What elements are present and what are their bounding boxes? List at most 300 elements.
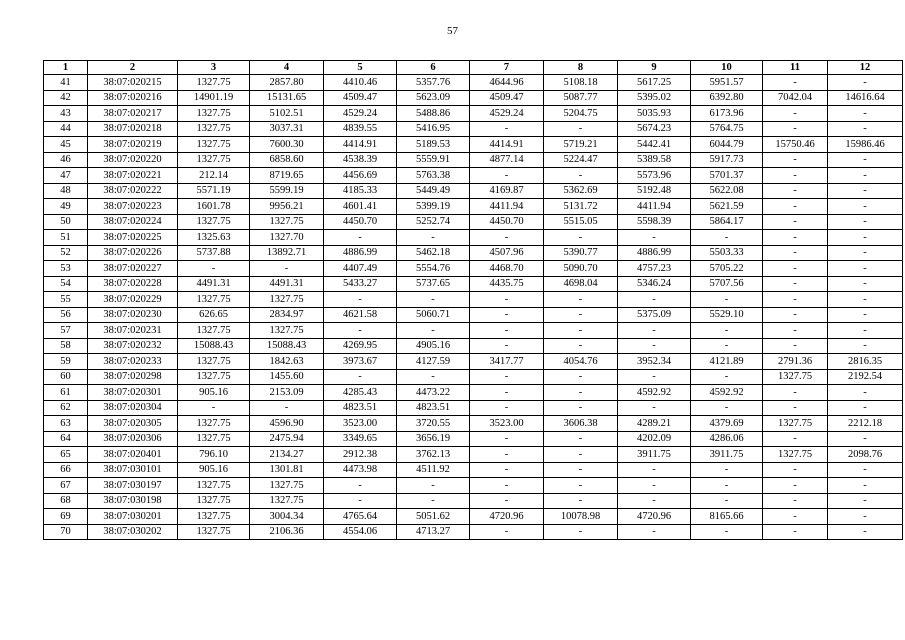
table-cell: 4905.16 xyxy=(397,338,470,354)
table-cell: 4839.55 xyxy=(324,121,397,137)
table-cell: 5051.62 xyxy=(397,509,470,525)
table-cell: 42 xyxy=(44,90,88,106)
table-cell: 5515.05 xyxy=(544,214,618,230)
table-cell: 60 xyxy=(44,369,88,385)
table-cell: - xyxy=(763,323,828,339)
table-row xyxy=(44,447,903,463)
table-cell: - xyxy=(178,400,250,416)
table-cell: 4286.06 xyxy=(691,431,763,447)
table-cell: - xyxy=(470,168,544,184)
table-cell: 52 xyxy=(44,245,88,261)
table-cell: - xyxy=(397,292,470,308)
table-cell: 38:07:020401 xyxy=(88,447,178,463)
table-cell: - xyxy=(397,230,470,246)
table-cell: - xyxy=(618,230,691,246)
table-cell: 5108.18 xyxy=(544,75,618,91)
table-cell: 5571.19 xyxy=(178,183,250,199)
table-cell: 49 xyxy=(44,199,88,215)
table-cell: 5087.77 xyxy=(544,90,618,106)
table-cell: 4379.69 xyxy=(691,416,763,432)
table-cell: 4473.98 xyxy=(324,462,397,478)
table-cell: 7042.04 xyxy=(763,90,828,106)
table-cell: - xyxy=(324,369,397,385)
table-cell: - xyxy=(828,168,903,184)
table-row xyxy=(44,338,903,354)
table-cell: 5599.19 xyxy=(250,183,324,199)
table-cell: 5090.70 xyxy=(544,261,618,277)
table-cell: 65 xyxy=(44,447,88,463)
table-cell: 4414.91 xyxy=(324,137,397,153)
table-row xyxy=(44,245,903,261)
table-cell: 54 xyxy=(44,276,88,292)
table-cell: 5707.56 xyxy=(691,276,763,292)
table-cell: 68 xyxy=(44,493,88,509)
table-cell: 4450.70 xyxy=(470,214,544,230)
table-cell: 38:07:020221 xyxy=(88,168,178,184)
table-cell: 1601.78 xyxy=(178,199,250,215)
table-cell: - xyxy=(544,447,618,463)
table-cell: - xyxy=(828,230,903,246)
table-cell: 38:07:030198 xyxy=(88,493,178,509)
table-cell: 4886.99 xyxy=(618,245,691,261)
table-cell: 5529.10 xyxy=(691,307,763,323)
table-cell: 5395.02 xyxy=(618,90,691,106)
table-cell: 38:07:030197 xyxy=(88,478,178,494)
table-cell: 59 xyxy=(44,354,88,370)
table-row xyxy=(44,137,903,153)
table-cell: 5503.33 xyxy=(691,245,763,261)
table-cell: 6392.80 xyxy=(691,90,763,106)
table-cell: 2098.76 xyxy=(828,447,903,463)
table-cell: 3606.38 xyxy=(544,416,618,432)
table-cell: 5674.23 xyxy=(618,121,691,137)
table-cell: 5462.18 xyxy=(397,245,470,261)
column-header: 2 xyxy=(88,61,178,75)
table-cell: 1327.75 xyxy=(178,152,250,168)
table-cell: - xyxy=(470,478,544,494)
table-cell: 38:07:020218 xyxy=(88,121,178,137)
column-header: 12 xyxy=(828,61,903,75)
table-cell: 38:07:020219 xyxy=(88,137,178,153)
table-cell: - xyxy=(828,478,903,494)
table-cell: 1327.75 xyxy=(178,106,250,122)
table-row xyxy=(44,292,903,308)
table-cell: 3762.13 xyxy=(397,447,470,463)
table-cell: 3656.19 xyxy=(397,431,470,447)
table-cell: 2834.97 xyxy=(250,307,324,323)
table-cell: 38:07:020225 xyxy=(88,230,178,246)
table-cell: 4720.96 xyxy=(470,509,544,525)
table-row xyxy=(44,385,903,401)
table-cell: 3417.77 xyxy=(470,354,544,370)
table-cell: 4511.92 xyxy=(397,462,470,478)
table-cell: 4621.58 xyxy=(324,307,397,323)
table-cell: - xyxy=(828,121,903,137)
table-cell: - xyxy=(828,385,903,401)
table-cell: 5763.38 xyxy=(397,168,470,184)
table-cell: 4407.49 xyxy=(324,261,397,277)
table-cell: 4414.91 xyxy=(470,137,544,153)
table-cell: 4765.64 xyxy=(324,509,397,525)
table-cell: 2106.36 xyxy=(250,524,324,540)
table-cell: - xyxy=(470,338,544,354)
column-header: 3 xyxy=(178,61,250,75)
table-cell: - xyxy=(544,323,618,339)
table-row xyxy=(44,509,903,525)
table-cell: 8719.65 xyxy=(250,168,324,184)
table-cell: - xyxy=(691,338,763,354)
table-cell: - xyxy=(828,338,903,354)
column-header: 10 xyxy=(691,61,763,75)
table-cell: - xyxy=(618,400,691,416)
table-cell: - xyxy=(691,493,763,509)
table-row xyxy=(44,199,903,215)
table-cell: 3004.34 xyxy=(250,509,324,525)
table-cell: - xyxy=(470,307,544,323)
table-cell: 1327.75 xyxy=(250,493,324,509)
column-header: 8 xyxy=(544,61,618,75)
table-cell: 4456.69 xyxy=(324,168,397,184)
table-cell: - xyxy=(828,431,903,447)
table-cell: - xyxy=(618,369,691,385)
table-cell: 5189.53 xyxy=(397,137,470,153)
table-cell: 38:07:020216 xyxy=(88,90,178,106)
table-cell: 38:07:020304 xyxy=(88,400,178,416)
table-cell: 626.65 xyxy=(178,307,250,323)
table-cell: 7600.30 xyxy=(250,137,324,153)
table-cell: - xyxy=(618,493,691,509)
table-cell: 4491.31 xyxy=(250,276,324,292)
table-cell: 1325.63 xyxy=(178,230,250,246)
table-cell: - xyxy=(544,121,618,137)
table-cell: 1327.75 xyxy=(250,478,324,494)
table-cell: 15088.43 xyxy=(250,338,324,354)
table-cell: 38:07:020224 xyxy=(88,214,178,230)
table-cell: 1327.75 xyxy=(178,121,250,137)
table-row xyxy=(44,493,903,509)
table-cell: 5102.51 xyxy=(250,106,324,122)
table-cell: - xyxy=(544,524,618,540)
table-cell: - xyxy=(828,323,903,339)
table-cell: 5554.76 xyxy=(397,261,470,277)
table-cell: - xyxy=(763,509,828,525)
table-cell: 38:07:020223 xyxy=(88,199,178,215)
table-cell: 5559.91 xyxy=(397,152,470,168)
table-cell: 8165.66 xyxy=(691,509,763,525)
table-cell: 1842.63 xyxy=(250,354,324,370)
column-header: 6 xyxy=(397,61,470,75)
table-cell: 4592.92 xyxy=(691,385,763,401)
table-cell: 38:07:020232 xyxy=(88,338,178,354)
table-cell: 4877.14 xyxy=(470,152,544,168)
table-cell: 5598.39 xyxy=(618,214,691,230)
table-cell: - xyxy=(618,292,691,308)
table-cell: 38:07:020305 xyxy=(88,416,178,432)
table-cell: 15986.46 xyxy=(828,137,903,153)
table-cell: - xyxy=(828,307,903,323)
table-cell: 38:07:020222 xyxy=(88,183,178,199)
table-cell: - xyxy=(324,493,397,509)
table-cell: 38:07:020228 xyxy=(88,276,178,292)
table-cell: - xyxy=(470,447,544,463)
table-cell: - xyxy=(618,462,691,478)
table-cell: 5701.37 xyxy=(691,168,763,184)
column-header: 7 xyxy=(470,61,544,75)
table-cell: - xyxy=(618,478,691,494)
table-cell: - xyxy=(544,431,618,447)
table-cell: - xyxy=(763,214,828,230)
table-cell: 2791.36 xyxy=(763,354,828,370)
table-cell: 1327.75 xyxy=(763,369,828,385)
table-cell: - xyxy=(250,261,324,277)
table-row xyxy=(44,431,903,447)
table-cell: 5622.08 xyxy=(691,183,763,199)
table-cell: - xyxy=(763,245,828,261)
table-cell: - xyxy=(763,121,828,137)
table-cell: - xyxy=(470,292,544,308)
table-body xyxy=(44,75,903,540)
table-cell: 905.16 xyxy=(178,385,250,401)
table-cell: 41 xyxy=(44,75,88,91)
table-cell: - xyxy=(763,75,828,91)
table-cell: 1327.75 xyxy=(178,431,250,447)
table-cell: - xyxy=(828,493,903,509)
table-cell: 58 xyxy=(44,338,88,354)
table-cell: - xyxy=(618,323,691,339)
table-cell: 3523.00 xyxy=(470,416,544,432)
table-cell: - xyxy=(763,230,828,246)
table-cell: 4592.92 xyxy=(618,385,691,401)
table-cell: 5864.17 xyxy=(691,214,763,230)
table-cell: - xyxy=(763,493,828,509)
table-cell: 4529.24 xyxy=(324,106,397,122)
table-cell: - xyxy=(763,307,828,323)
table-cell: - xyxy=(763,261,828,277)
table-cell: - xyxy=(470,323,544,339)
table-cell: - xyxy=(470,400,544,416)
table-cell: 1327.75 xyxy=(178,292,250,308)
table-cell: 2134.27 xyxy=(250,447,324,463)
table-cell: 1327.75 xyxy=(178,75,250,91)
table-cell: 5442.41 xyxy=(618,137,691,153)
table-cell: - xyxy=(763,183,828,199)
table-cell: 4698.04 xyxy=(544,276,618,292)
table-cell: - xyxy=(544,385,618,401)
table-cell: - xyxy=(763,199,828,215)
table-cell: 4757.23 xyxy=(618,261,691,277)
table-cell: 38:07:020233 xyxy=(88,354,178,370)
table-cell: 796.10 xyxy=(178,447,250,463)
table-cell: 69 xyxy=(44,509,88,525)
table-row xyxy=(44,106,903,122)
table-cell: 48 xyxy=(44,183,88,199)
table-cell: 38:07:020227 xyxy=(88,261,178,277)
table-cell: 10078.98 xyxy=(544,509,618,525)
table-cell: - xyxy=(691,524,763,540)
table-row xyxy=(44,478,903,494)
table-cell: 4644.96 xyxy=(470,75,544,91)
table-cell: 4491.31 xyxy=(178,276,250,292)
table-cell: 38:07:020226 xyxy=(88,245,178,261)
table-cell: - xyxy=(691,323,763,339)
table-cell: - xyxy=(763,152,828,168)
table-cell: - xyxy=(397,323,470,339)
table-cell: - xyxy=(397,369,470,385)
table-cell: - xyxy=(397,493,470,509)
table-cell: 2912.38 xyxy=(324,447,397,463)
table-cell: - xyxy=(828,524,903,540)
table-cell: 1327.75 xyxy=(178,323,250,339)
table-cell: 2153.09 xyxy=(250,385,324,401)
table-cell: 5621.59 xyxy=(691,199,763,215)
table-cell: 5375.09 xyxy=(618,307,691,323)
table-cell: 45 xyxy=(44,137,88,153)
table-cell: 5224.47 xyxy=(544,152,618,168)
table-cell: - xyxy=(324,230,397,246)
table-cell: 63 xyxy=(44,416,88,432)
table-cell: 4509.47 xyxy=(470,90,544,106)
table-cell: - xyxy=(828,292,903,308)
table-cell: 9956.21 xyxy=(250,199,324,215)
table-cell: 4202.09 xyxy=(618,431,691,447)
table-cell: 5389.58 xyxy=(618,152,691,168)
table-row xyxy=(44,121,903,137)
table-cell: - xyxy=(828,245,903,261)
table-cell: 2212.18 xyxy=(828,416,903,432)
table-cell: 4823.51 xyxy=(324,400,397,416)
table-cell: - xyxy=(178,261,250,277)
table-cell: - xyxy=(763,524,828,540)
table-cell: 46 xyxy=(44,152,88,168)
table-cell: - xyxy=(250,400,324,416)
table-cell: 5573.96 xyxy=(618,168,691,184)
table-cell: 47 xyxy=(44,168,88,184)
table-row xyxy=(44,524,903,540)
table-cell: - xyxy=(544,369,618,385)
table-cell: - xyxy=(763,385,828,401)
table-cell: 67 xyxy=(44,478,88,494)
table-cell: 4127.59 xyxy=(397,354,470,370)
table-cell: 1455.60 xyxy=(250,369,324,385)
table-cell: 5192.48 xyxy=(618,183,691,199)
table-row xyxy=(44,90,903,106)
table-cell: 4509.47 xyxy=(324,90,397,106)
table-cell: - xyxy=(763,168,828,184)
table-cell: 4713.27 xyxy=(397,524,470,540)
column-header: 9 xyxy=(618,61,691,75)
table-cell: 1327.75 xyxy=(763,447,828,463)
table-cell: - xyxy=(691,462,763,478)
column-header: 1 xyxy=(44,61,88,75)
table-row xyxy=(44,230,903,246)
table-cell: 3523.00 xyxy=(324,416,397,432)
table-cell: - xyxy=(763,106,828,122)
table-cell: - xyxy=(324,292,397,308)
table-cell: - xyxy=(470,493,544,509)
table-row xyxy=(44,276,903,292)
table-cell: - xyxy=(691,369,763,385)
table-cell: 5204.75 xyxy=(544,106,618,122)
table-cell: - xyxy=(763,292,828,308)
table-cell: - xyxy=(828,75,903,91)
table-cell: 38:07:030101 xyxy=(88,462,178,478)
table-cell: 15131.65 xyxy=(250,90,324,106)
table-cell: 15088.43 xyxy=(178,338,250,354)
table-cell: 3911.75 xyxy=(618,447,691,463)
table-cell: 4596.90 xyxy=(250,416,324,432)
table-cell: 1327.75 xyxy=(178,509,250,525)
table-cell: 61 xyxy=(44,385,88,401)
table-cell: 55 xyxy=(44,292,88,308)
table-cell: 905.16 xyxy=(178,462,250,478)
table-cell: - xyxy=(470,385,544,401)
table-cell: 5951.57 xyxy=(691,75,763,91)
table-row xyxy=(44,75,903,91)
table-cell: - xyxy=(828,261,903,277)
table-cell: 1327.75 xyxy=(178,524,250,540)
table-cell: 4554.06 xyxy=(324,524,397,540)
table-cell: 3973.67 xyxy=(324,354,397,370)
table-cell: 4435.75 xyxy=(470,276,544,292)
table-cell: 4185.33 xyxy=(324,183,397,199)
table-cell: 1327.75 xyxy=(178,478,250,494)
table-cell: 38:07:020306 xyxy=(88,431,178,447)
table-cell: 5705.22 xyxy=(691,261,763,277)
table-cell: 56 xyxy=(44,307,88,323)
table-cell: - xyxy=(544,478,618,494)
table-cell: 1327.75 xyxy=(178,369,250,385)
table-cell: 212.14 xyxy=(178,168,250,184)
table-cell: 1327.75 xyxy=(178,354,250,370)
table-cell: - xyxy=(763,338,828,354)
table-cell: - xyxy=(763,478,828,494)
table-cell: 3911.75 xyxy=(691,447,763,463)
table-cell: 5060.71 xyxy=(397,307,470,323)
table-cell: - xyxy=(544,230,618,246)
table-cell: 57 xyxy=(44,323,88,339)
table-cell: 62 xyxy=(44,400,88,416)
table-header-row xyxy=(44,61,903,75)
table-cell: - xyxy=(828,276,903,292)
table-cell: - xyxy=(470,431,544,447)
table-cell: 4468.70 xyxy=(470,261,544,277)
table-cell: - xyxy=(828,152,903,168)
table-cell: - xyxy=(828,183,903,199)
table-cell: 2192.54 xyxy=(828,369,903,385)
table-cell: - xyxy=(544,462,618,478)
table-cell: 4529.24 xyxy=(470,106,544,122)
table-cell: 66 xyxy=(44,462,88,478)
table-cell: - xyxy=(397,478,470,494)
table-cell: - xyxy=(470,462,544,478)
table-cell: 5449.49 xyxy=(397,183,470,199)
table-cell: - xyxy=(544,338,618,354)
table-cell: 5737.65 xyxy=(397,276,470,292)
table-cell: - xyxy=(544,493,618,509)
table-cell: - xyxy=(828,462,903,478)
table-cell: 6858.60 xyxy=(250,152,324,168)
table-cell: 4411.94 xyxy=(470,199,544,215)
column-header: 5 xyxy=(324,61,397,75)
table-cell: 13892.71 xyxy=(250,245,324,261)
table-cell: - xyxy=(763,431,828,447)
table-cell: 1327.75 xyxy=(250,323,324,339)
table-row xyxy=(44,369,903,385)
table-cell: 5362.69 xyxy=(544,183,618,199)
table-cell: - xyxy=(763,462,828,478)
table-cell: 5617.25 xyxy=(618,75,691,91)
table-cell: - xyxy=(618,338,691,354)
